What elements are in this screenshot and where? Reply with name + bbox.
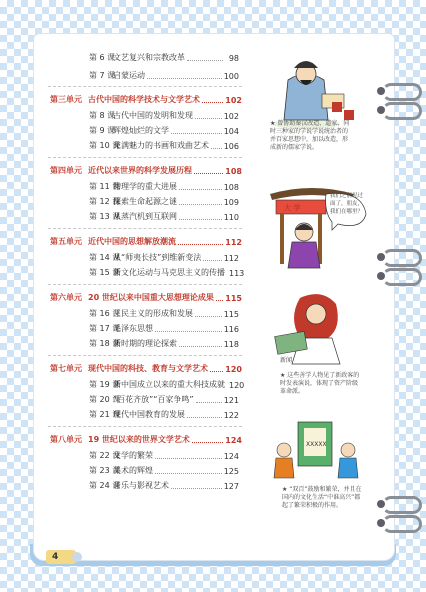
page-number: 4 <box>52 552 59 562</box>
toc-leader-dots <box>187 416 222 418</box>
toc-lesson-row[interactable] <box>89 409 239 420</box>
toc-number: 第 21 课 <box>89 410 121 419</box>
toc-unit-row[interactable] <box>50 292 242 303</box>
toc-page-number: 113 <box>229 269 245 278</box>
page-number-tab <box>46 550 76 564</box>
toc-leader-dots <box>211 147 222 149</box>
section-divider <box>48 284 242 285</box>
toc-page-number: 98 <box>228 54 239 63</box>
toc-leader-dots <box>210 370 223 372</box>
toc-title: 近代中国的思想解放潮流 <box>88 237 176 246</box>
section-divider <box>48 355 242 356</box>
toc-leader-dots <box>196 401 222 403</box>
toc-number: 第 10 课 <box>89 141 121 150</box>
toc-page-number: 115 <box>223 310 239 319</box>
toc-title: 毛泽东思想 <box>113 324 153 333</box>
toc-number: 第 16 课 <box>89 309 121 318</box>
note-1: ★ 曾协助秦汉改造、道家、同时三种家的学说学说统治者的并百家思想中，加以改造，形成新的儒家学说。 <box>270 120 350 151</box>
toc-lesson-row[interactable] <box>89 181 239 192</box>
toc-lesson-row[interactable] <box>89 52 239 63</box>
scholar-illustration <box>266 50 366 130</box>
toc-title: 从“师夷长技”到维新变法 <box>113 253 202 262</box>
toc-title: 充满魅力的书画和戏曲艺术 <box>113 141 209 150</box>
toc-leader-dots <box>147 77 222 79</box>
binder-ring <box>382 268 422 286</box>
note-3: ★ 这些善学人物见了新政客的时发表演说，体现了资产阶级革命派。 <box>280 372 360 395</box>
toc-page-number: 125 <box>223 467 239 476</box>
toc-unit-row[interactable] <box>50 434 242 445</box>
toc-lesson-row[interactable] <box>89 211 239 222</box>
toc-page-number: 109 <box>223 198 239 207</box>
toc-leader-dots <box>179 203 222 205</box>
binder-ring <box>382 83 422 101</box>
toc-title: 物理学的重大进展 <box>113 182 177 191</box>
toc-page-number: 115 <box>225 294 242 303</box>
toc-number: 第 9 课 <box>89 126 116 135</box>
toc-leader-dots <box>194 172 223 174</box>
toc-title: 古代中国的科学技术与文学艺术 <box>88 95 200 104</box>
note-4: ★ “双百”鼓励和繁荣，并且在国内的文化生活“中谁高兴”都起了繁荣积极的作用。 <box>282 486 362 509</box>
toc-leader-dots <box>202 101 223 103</box>
toc-page-number: 110 <box>223 213 239 222</box>
toc-title: “百花齐放”“百家争鸣” <box>113 395 194 404</box>
toc-lesson-row[interactable] <box>89 480 239 491</box>
toc-page-number: 108 <box>223 183 239 192</box>
toc-page-number: 112 <box>225 238 242 247</box>
toc-unit-row[interactable] <box>50 165 242 176</box>
toc-title: 音乐与影视艺术 <box>113 481 169 490</box>
toc-page-number: 127 <box>223 482 239 491</box>
toc-number: 第 6 课 <box>89 53 116 62</box>
toc-number: 第五单元 <box>50 237 82 246</box>
toc-title: 古代中国的发明和发现 <box>113 111 193 120</box>
section-divider <box>48 228 242 229</box>
toc-page-number: 121 <box>223 396 239 405</box>
toc-title: 新中国成立以来的重大科技成就 <box>113 380 225 389</box>
toc-page-number: 104 <box>223 127 239 136</box>
binder-ring <box>382 496 422 514</box>
toc-leader-dots <box>155 330 222 332</box>
toc-lesson-row[interactable] <box>89 338 239 349</box>
toc-title: 文艺复兴和宗教改革 <box>113 53 185 62</box>
toc-leader-dots <box>171 487 222 489</box>
sign-text: 大 学 <box>284 204 301 212</box>
section-divider <box>48 86 242 87</box>
toc-number: 第 12 课 <box>89 197 121 206</box>
toc-number: 第 8 课 <box>89 111 116 120</box>
toc-number: 第 24 课 <box>89 481 121 490</box>
toc-title: 美术的辉煌 <box>113 466 153 475</box>
speech-bubble-text: 我们之前见过面了，朋友，我们在哪里？ <box>330 193 364 215</box>
book-title: XXXXX <box>306 441 327 448</box>
toc-title: 从蒸汽机到互联网 <box>113 212 177 221</box>
toc-title: 现代中国教育的发展 <box>113 410 185 419</box>
toc-number: 第 14 课 <box>89 253 121 262</box>
toc-leader-dots <box>195 315 222 317</box>
toc-number: 第 11 课 <box>89 182 121 191</box>
toc-page-number: 100 <box>223 72 239 81</box>
toc-page-number: 120 <box>225 365 242 374</box>
toc-lesson-row[interactable] <box>89 196 239 207</box>
toc-title: 辉煌灿烂的文学 <box>113 126 169 135</box>
binder-ring <box>382 102 422 120</box>
toc-leader-dots <box>187 59 223 61</box>
toc-unit-row[interactable] <box>50 236 242 247</box>
toc-unit-row[interactable] <box>50 94 242 105</box>
toc-lesson-row[interactable] <box>89 465 239 476</box>
toc-leader-dots <box>155 472 222 474</box>
toc-lesson-row[interactable] <box>89 70 239 81</box>
toc-title: 20 世纪以来中国重大思想理论成果 <box>88 293 214 302</box>
toc-number: 第八单元 <box>50 435 82 444</box>
toc-lesson-row[interactable] <box>89 308 239 319</box>
toc-number: 第 18 课 <box>89 339 121 348</box>
toc-page-number: 124 <box>223 452 239 461</box>
toc-leader-dots <box>179 218 222 220</box>
binder-ring <box>382 515 422 533</box>
binder-ring <box>382 249 422 267</box>
toc-number: 第七单元 <box>50 364 82 373</box>
toc-title: 现代中国的科技、教育与文学艺术 <box>88 364 208 373</box>
toc-title: 三民主义的形成和发展 <box>113 309 193 318</box>
toc-title: 启蒙运动 <box>113 71 145 80</box>
toc-page-number: 102 <box>223 112 239 121</box>
toc-page-number: 102 <box>225 96 242 105</box>
toc-lesson-row[interactable] <box>89 394 239 405</box>
tab-tail-icon <box>72 552 82 562</box>
section-divider <box>48 157 242 158</box>
toc-lesson-row[interactable] <box>89 323 239 334</box>
toc-number: 第 19 课 <box>89 380 121 389</box>
toc-leader-dots <box>171 132 222 134</box>
toc-page-number: 122 <box>223 411 239 420</box>
toc-page-number: 108 <box>225 167 242 176</box>
section-divider <box>48 426 242 427</box>
toc-lesson-row[interactable] <box>89 267 245 278</box>
toc-page-number: 112 <box>223 254 239 263</box>
toc-lesson-row[interactable] <box>89 125 239 136</box>
toc-number: 第 13 课 <box>89 212 121 221</box>
toc-lesson-row[interactable] <box>89 450 239 461</box>
toc-lesson-row[interactable] <box>89 379 245 390</box>
toc-unit-row[interactable] <box>50 363 242 374</box>
toc-title: 新文化运动与马克思主义的传播 <box>113 268 225 277</box>
newspaper-label: 新闻 <box>280 357 293 364</box>
toc-number: 第 22 课 <box>89 451 121 460</box>
toc-leader-dots <box>195 117 222 119</box>
toc-leader-dots <box>178 243 223 245</box>
toc-title: 近代以来世界的科学发展历程 <box>88 166 192 175</box>
toc-title: 探索生命起源之谜 <box>113 197 177 206</box>
book-illustration <box>270 416 366 486</box>
toc-leader-dots <box>155 457 222 459</box>
toc-lesson-row[interactable] <box>89 140 239 151</box>
toc-number: 第 23 课 <box>89 466 121 475</box>
toc-page-number: 106 <box>223 142 239 151</box>
toc-leader-dots <box>179 188 222 190</box>
toc-page-number: 116 <box>223 325 239 334</box>
toc-number: 第六单元 <box>50 293 82 302</box>
toc-page-number: 120 <box>229 381 245 390</box>
toc-number: 第 20 课 <box>89 395 121 404</box>
toc-leader-dots <box>216 299 223 301</box>
toc-page-number: 124 <box>225 436 242 445</box>
toc-number: 第 17 课 <box>89 324 121 333</box>
toc-title: 文学的繁荣 <box>113 451 153 460</box>
toc-number: 第 7 课 <box>89 71 116 80</box>
toc-page-number: 118 <box>223 340 239 349</box>
toc-number: 第 15 课 <box>89 268 121 277</box>
toc-leader-dots <box>192 441 223 443</box>
toc-leader-dots <box>203 259 221 261</box>
toc-leader-dots <box>179 345 222 347</box>
toc-number: 第三单元 <box>50 95 82 104</box>
toc-lesson-row[interactable] <box>89 110 239 121</box>
toc-number: 第四单元 <box>50 166 82 175</box>
woman-reading-illustration <box>270 288 360 368</box>
toc-title: 19 世纪以来的世界文学艺术 <box>88 435 190 444</box>
toc-lesson-row[interactable] <box>89 252 239 263</box>
toc-title: 新时期的理论探索 <box>113 339 177 348</box>
